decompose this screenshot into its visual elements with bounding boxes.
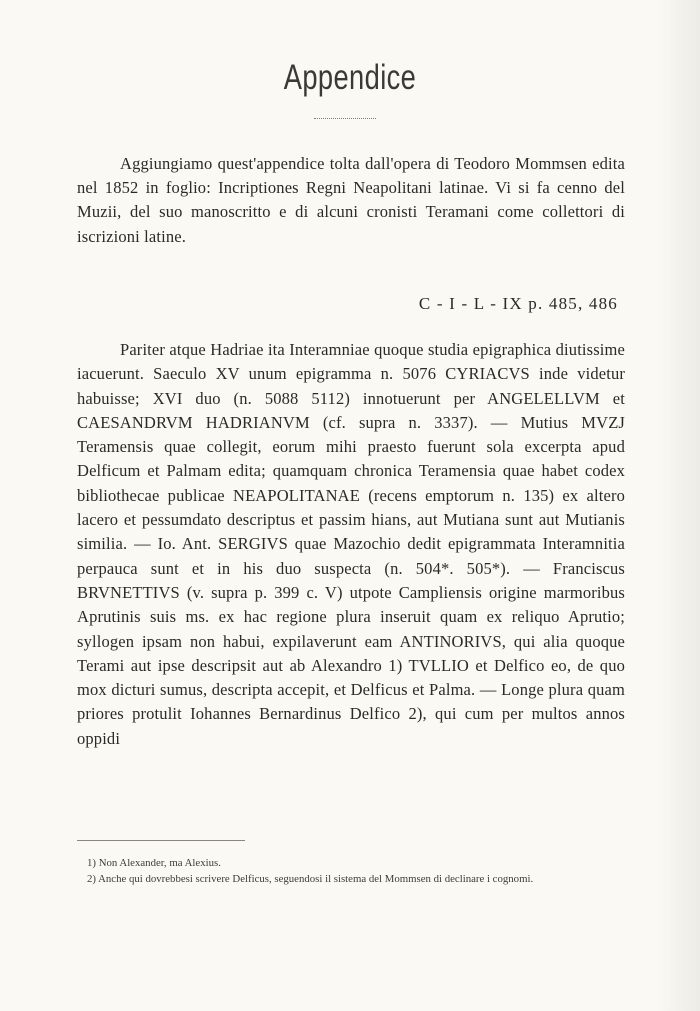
intro-paragraph: Aggiungiamo quest'appendice tolta dall'opera di Teodoro Mommsen edita nel 1852 in foglio: Incriptiones Regni Neapolitani latinae. Vi si fa cenno del Muzii, del suo manoscritto e di alcuni cronisti Teramani come collettori di iscrizioni latine. bbox=[77, 154, 625, 246]
page-title: Appendice bbox=[283, 58, 417, 97]
footnotes bbox=[77, 856, 622, 887]
cil-reference: C - I - L - IX p. 485, 486 bbox=[418, 294, 618, 313]
page-edge-shadow bbox=[656, 0, 700, 1011]
footnote-2: 2) Anche qui dovrebbesi scrivere Delficus, seguendosi il sistema del Mommsen di declinare i cognomi. bbox=[87, 872, 534, 885]
body-paragraph: Pariter atque Hadriae ita Interamniae quoque studia epigraphica diutissime iacuerunt. Saeculo XV unum epigramma n. 5076 CYRIACVS inde videtur habuisse; XVI duo (n. 5088 5112) innotuerunt per ANGELELLVM et CAESANDRVM HADRIANVM (cf. supra n. 3337). — Mutius MVZJ Teramensis quae collegit, eorum mihi praesto fuerunt sola excerpta apud Delficum et Palmam edita; quamquam chronica Teramensia quae habet codex bibliothecae publicae NEAPOLITANAE (recens emptorum n. 135) ex altero lacero et pessumdato descriptus et passim hians, aut Mutiana sunt aut Mutianis similia. — Io. Ant. SERGIVS quae Mazochio dedit epigrammata Interamnitia perpauca sunt et in his duo suspecta (n. 504*. 505*). — Franciscus BRVNETTIVS (v. supra p. 399 c. V) utpote Campliensis origine marmoribus Aprutinis suis ms. ex hac regione plura inseruit quam ex reliquo Aprutio; syllogen ipsam non habui, expilaverunt eam ANTINORIVS, qui alia quoque Terami aut ipse descripsit aut ab Alexandro 1) TVLLIO et Delfico eo, de quo mox dicturi sumus, descripta accepit, et Delficus et Palma. — Longe plura quam priores protulit Iohannes Bernardinus Delfico 2), qui cum per multos annos oppidi bbox=[77, 340, 625, 748]
title-divider bbox=[314, 118, 376, 119]
footnote-divider bbox=[77, 840, 245, 841]
footnote-1: 1) Non Alexander, ma Alexius. bbox=[87, 857, 221, 869]
